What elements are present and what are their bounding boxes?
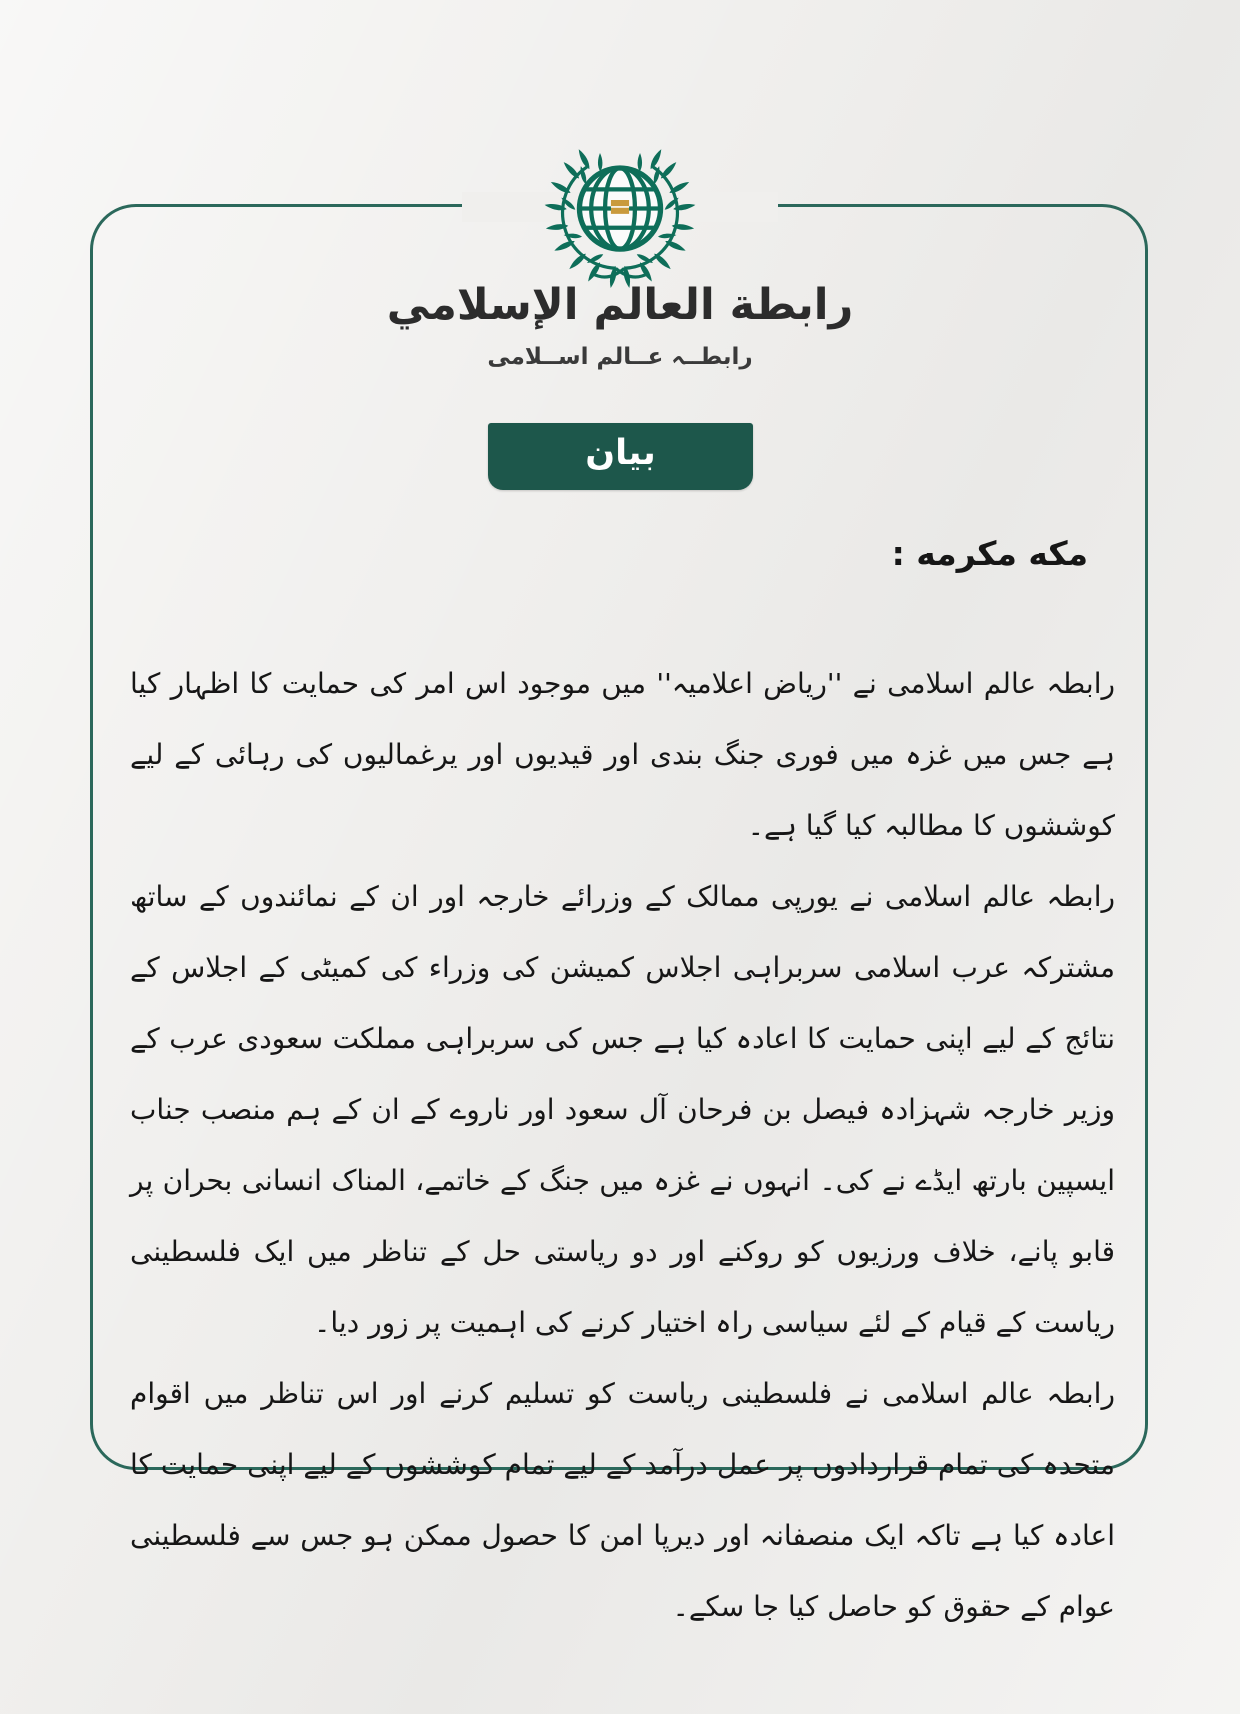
- logo-container: [0, 136, 1240, 296]
- statement-paragraph: رابطہ عالم اسلامی نے یورپی ممالک کے وزرائے خارجہ اور ان کے نمائندوں کے ساتھ مشترکہ عرب اسلامی سربراہی اجلاس کمیشن کی وزراء کی کمیٹی کے اجلاس کے نتائج کے لیے اپنی حمایت کا اعادہ کیا ہے جس کی سربراہی مملکت سعودی عرب کے وزیر خارجہ شہزادہ فیصل بن فرحان آل سعود اور ناروے کے ان کے ہم منصب جناب ایسپین بارتھ ایڈے نے کی۔ انہوں نے غزہ میں جنگ کے خاتمے، المناک انسانی بحران پر قابو پانے، خلاف ورزیوں کو روکنے اور دو ریاستی حل کے تناظر میں ایک فلسطینی ریاست کے قیام کے لئے سیاسی راہ اختیار کرنے کی اہمیت پر زور دیا۔: [130, 880, 1116, 1339]
- statement-banner: [488, 423, 753, 490]
- statement-body: [130, 648, 1115, 1642]
- muslim-world-league-logo-icon: [539, 136, 701, 296]
- statement-paragraph: رابطہ عالم اسلامی نے ''ریاض اعلامیہ'' میں موجود اس امر کی حمایت کا اظہار کیا ہے جس میں غزہ میں فوری جنگ بندی اور قیدیوں اور یرغمالیوں کی رہائی کے لیے کوششوں کا مطالبہ کیا گیا ہے۔: [130, 667, 1115, 842]
- kaaba-band-icon: [611, 200, 629, 214]
- org-arabic-title: رابطة العالم الإسلامي: [386, 280, 854, 330]
- statement-banner-label: بيان: [585, 433, 656, 473]
- statement-paragraph: رابطہ عالم اسلامی نے فلسطینی ریاست کو تسلیم کرنے اور اس تناظر میں اقوام متحدہ کی تمام قراردادوں پر عمل درآمد کے لیے تمام کوششوں کے لیے اپنی حمایت کا اعادہ کیا ہے تاکہ ایک منصفانہ اور دیرپا امن کا حصول ممکن ہو جس سے فلسطینی عوام کے حقوق کو حاصل کیا جا سکے۔: [130, 1377, 1115, 1623]
- globe-icon: [579, 168, 660, 249]
- org-urdu-title: رابطــہ عــالم اســلامی: [487, 344, 753, 370]
- dateline-heading: مکه مکرمه :: [891, 534, 1088, 573]
